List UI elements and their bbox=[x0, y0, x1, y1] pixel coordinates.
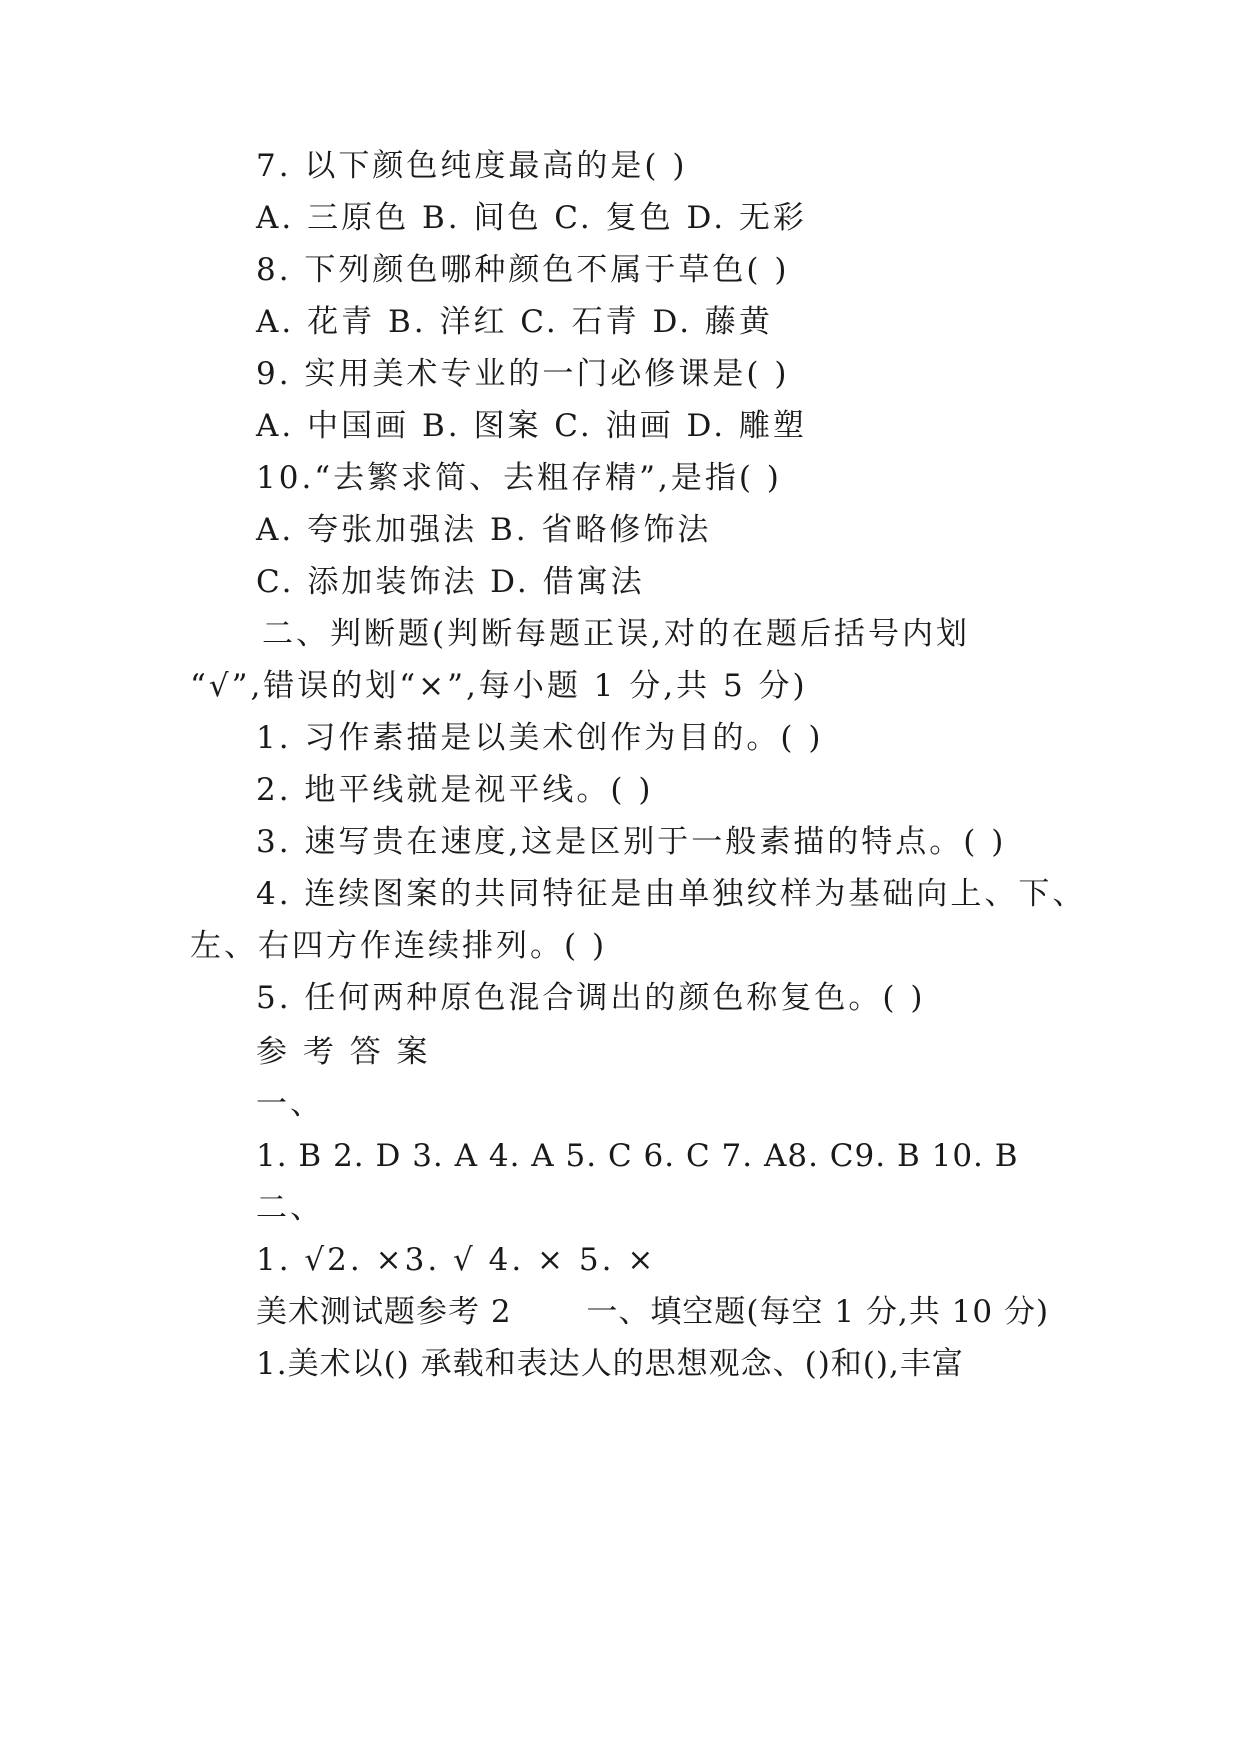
question-8: 8. 下列颜色哪种颜色不属于草色( ) bbox=[256, 252, 790, 288]
question-9: 9. 实用美术专业的一门必修课是( ) bbox=[256, 356, 790, 392]
answers-section-2-values: 1. √2. ×3. √ 4. × 5. × bbox=[256, 1242, 657, 1278]
next-question-1: 1.美术以() 承载和表达人的思想观念、()和(),丰富 bbox=[256, 1346, 964, 1382]
answers-section-1-values: 1. B 2. D 3. A 4. A 5. C 6. C 7. A8. C9. B 10. B bbox=[256, 1138, 1019, 1174]
judgement-2: 2. 地平线就是视平线。( ) bbox=[256, 772, 654, 808]
judgement-4-line1: 4. 连续图案的共同特征是由单独纹样为基础向上、下、 bbox=[256, 876, 1087, 912]
judgement-3: 3. 速写贵在速度,这是区别于一般素描的特点。( ) bbox=[256, 824, 1007, 860]
answers-heading: 参 考 答 案 bbox=[256, 1034, 431, 1070]
question-10-options-line1: A. 夸张加强法 B. 省略修饰法 bbox=[256, 512, 712, 548]
judgement-5: 5. 任何两种原色混合调出的颜色称复色。( ) bbox=[256, 980, 926, 1016]
question-7: 7. 以下颜色纯度最高的是( ) bbox=[256, 148, 688, 184]
section-2-heading-line2: “√”,错误的划“×”,每小题 1 分,共 5 分) bbox=[190, 668, 808, 704]
judgement-1: 1. 习作素描是以美术创作为目的。( ) bbox=[256, 720, 824, 756]
answers-section-2-label: 二、 bbox=[256, 1190, 324, 1226]
section-2-heading-line1: 二、判断题(判断每题正误,对的在题后括号内划 bbox=[262, 616, 970, 652]
answers-section-1-label: 一、 bbox=[256, 1086, 324, 1122]
question-10: 10.“去繁求简、去粗存精”,是指( ) bbox=[256, 460, 782, 496]
judgement-4-line2: 左、右四方作连续排列。( ) bbox=[190, 928, 608, 964]
question-8-options: A. 花青 B. 洋红 C. 石青 D. 藤黄 bbox=[256, 304, 773, 340]
question-9-options: A. 中国画 B. 图案 C. 油画 D. 雕塑 bbox=[256, 408, 807, 444]
question-7-options: A. 三原色 B. 间色 C. 复色 D. 无彩 bbox=[256, 200, 807, 236]
question-10-options-line2: C. 添加装饰法 D. 借寓法 bbox=[256, 564, 645, 600]
next-test-heading: 美术测试题参考 2 一、填空题(每空 1 分,共 10 分) bbox=[256, 1294, 1050, 1330]
